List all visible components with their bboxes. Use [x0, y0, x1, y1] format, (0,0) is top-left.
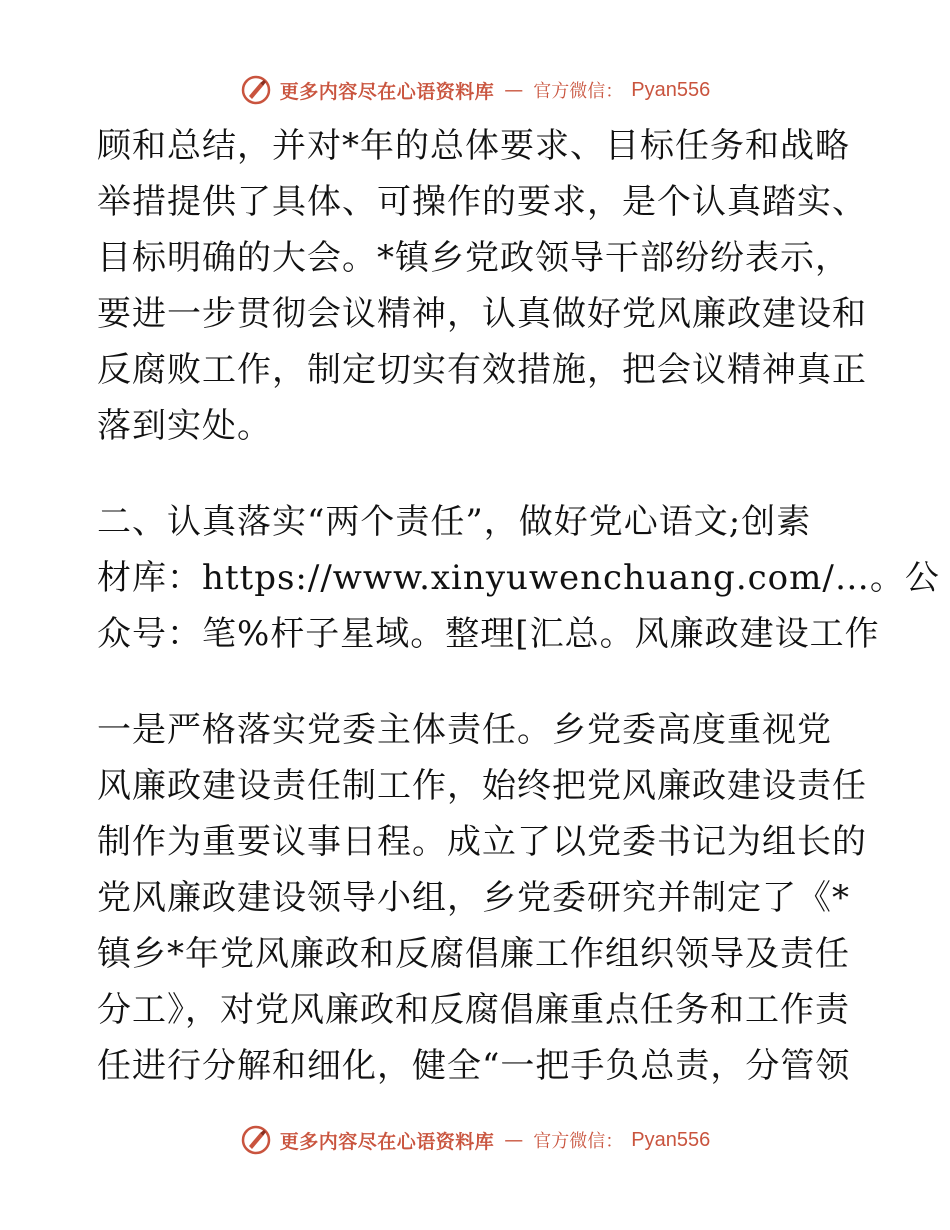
- banner-separator: —: [504, 79, 524, 101]
- banner-wechat-id: Pyan556: [631, 1128, 711, 1151]
- document-body: [97, 118, 940, 1094]
- text-line: 材库：https://www.xinyuwenchuang.com/…。公: [97, 558, 940, 598]
- banner-wechat-id: Pyan556: [631, 78, 711, 101]
- brand-logo-icon: [240, 1124, 272, 1156]
- text-line: 反腐败工作，制定切实有效措施，把会议精神真正: [97, 350, 867, 390]
- text-line: 制作为重要议事日程。成立了以党委书记为组长的: [97, 822, 867, 862]
- paragraph: [97, 494, 940, 662]
- banner-ad-text: 更多内容尽在心语资料库: [279, 80, 495, 103]
- text-line: 顾和总结，并对*年的总体要求、目标任务和战略: [97, 126, 850, 166]
- text-line: 落到实处。: [97, 406, 272, 446]
- text-line: 一是严格落实党委主体责任。乡党委高度重视党: [97, 710, 832, 750]
- paragraph: [97, 118, 867, 454]
- banner-wechat-label: 官方微信：: [533, 81, 624, 102]
- banner-separator: —: [504, 1129, 524, 1151]
- text-line: 镇乡*年党风廉政和反腐倡廉工作组织领导及责任: [97, 934, 850, 974]
- text-line: 要进一步贯彻会议精神，认真做好党风廉政建设和: [97, 294, 867, 334]
- section-heading-line: 二、认真落实“两个责任”，做好党心语文;创素: [97, 502, 812, 542]
- text-line: 任进行分解和细化，健全“一把手负总责，分管领: [97, 1046, 851, 1086]
- brand-logo-icon: [240, 74, 272, 106]
- footer-banner: [0, 1120, 950, 1160]
- text-line: 风廉政建设责任制工作，始终把党风廉政建设责任: [97, 766, 867, 806]
- banner-ad-text: 更多内容尽在心语资料库: [279, 1130, 495, 1153]
- header-banner: [0, 70, 950, 110]
- text-line: 目标明确的大会。*镇乡党政领导干部纷纷表示，: [97, 238, 850, 278]
- text-line: 众号：笔%杆子星域。整理[汇总。风廉政建设工作: [97, 614, 880, 654]
- text-line: 分工》，对党风廉政和反腐倡廉重点任务和工作责: [97, 990, 850, 1030]
- banner-wechat-label: 官方微信：: [533, 1131, 624, 1152]
- text-line: 党风廉政建设领导小组，乡党委研究并制定了《*: [97, 878, 850, 918]
- paragraph: [97, 702, 867, 1094]
- text-line: 举措提供了具体、可操作的要求，是个认真踏实、: [97, 182, 867, 222]
